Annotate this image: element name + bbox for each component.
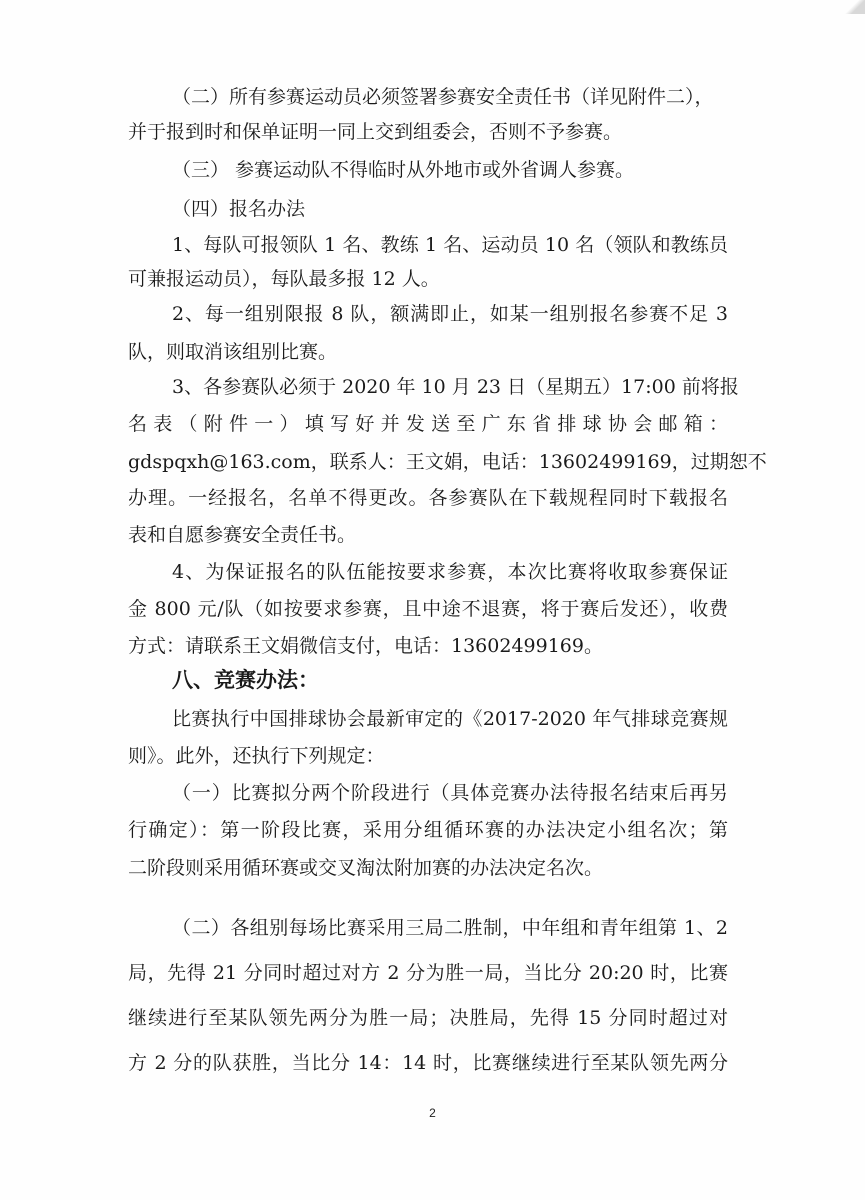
item-4-line-3: 方式：请联系王文娟微信支付，电话：13602499169。	[128, 635, 603, 657]
rule-2-line-1: （二）各组别每场比赛采用三局二胜制，中年组和青年组第 1、2	[172, 917, 728, 939]
item-4-line-2: 金 800 元/队（如按要求参赛，且中途不退赛，将于赛后发还），收费	[128, 598, 728, 620]
item-1-line-1: 1、每队可报领队 1 名、教练 1 名、运动员 10 名（领队和教练员	[172, 234, 728, 256]
rules-line-2: 则》。此外，还执行下列规定：	[128, 745, 385, 767]
item-3-line-2: 名表（附件一）填写好并发送至广东省排球协会邮箱：	[128, 413, 728, 435]
rule-2-line-2: 局，先得 21 分同时超过对方 2 分为胜一局，当比分 20:20 时，比赛	[128, 962, 728, 984]
rules-line-1: 比赛执行中国排球协会最新审定的《2017-2020 年气排球竞赛规	[172, 708, 728, 730]
page-number: 2	[429, 1106, 436, 1120]
page-corner-mark	[845, 0, 865, 14]
rule-2-line-4: 方 2 分的队获胜，当比分 14：14 时，比赛继续进行至某队领先两分	[128, 1052, 728, 1074]
item-3-line-3: gdspqxh@163.com，联系人：王文娟，电话：13602499169，过期恕不	[128, 451, 767, 473]
section-8-heading: 八、竞赛办法：	[172, 668, 319, 692]
rule-1-line-2: 行确定）：第一阶段比赛，采用分组循环赛的办法决定小组名次；第	[128, 819, 728, 841]
item-2-line-1: 2、每一组别限报 8 队，额满即止，如某一组别报名参赛不足 3	[172, 303, 728, 325]
item-3-line-1: 3、各参赛队必须于 2020 年 10 月 23 日（星期五）17:00 前将报	[172, 376, 739, 398]
item-1-line-2: 可兼报运动员），每队最多报 12 人。	[128, 268, 440, 290]
item-3-line-4: 办理。一经报名，名单不得更改。各参赛队在下载规程同时下载报名	[128, 487, 728, 509]
item-2-line-2: 队，则取消该组别比赛。	[128, 341, 338, 363]
clause-2-line-2: 并于报到时和保单证明一同上交到组委会，否则不予参赛。	[128, 121, 623, 143]
clause-2-line-1: （二）所有参赛运动员必须签署参赛安全责任书（详见附件二），	[172, 86, 714, 108]
rule-2-line-3: 继续进行至某队领先两分为胜一局；决胜局，先得 15 分同时超过对	[128, 1007, 728, 1029]
clause-3-line: （三） 参赛运动队不得临时从外地市或外省调人参赛。	[172, 159, 635, 181]
clause-4-heading: （四）报名办法	[172, 198, 306, 220]
rule-1-line-3: 二阶段则采用循环赛或交叉淘汰附加赛的办法决定名次。	[128, 857, 604, 879]
item-4-line-1: 4、为保证报名的队伍能按要求参赛，本次比赛将收取参赛保证	[172, 561, 728, 583]
item-3-line-5: 表和自愿参赛安全责任书。	[128, 524, 357, 546]
rule-1-line-1: （一）比赛拟分两个阶段进行（具体竞赛办法待报名结束后再另	[172, 782, 728, 804]
